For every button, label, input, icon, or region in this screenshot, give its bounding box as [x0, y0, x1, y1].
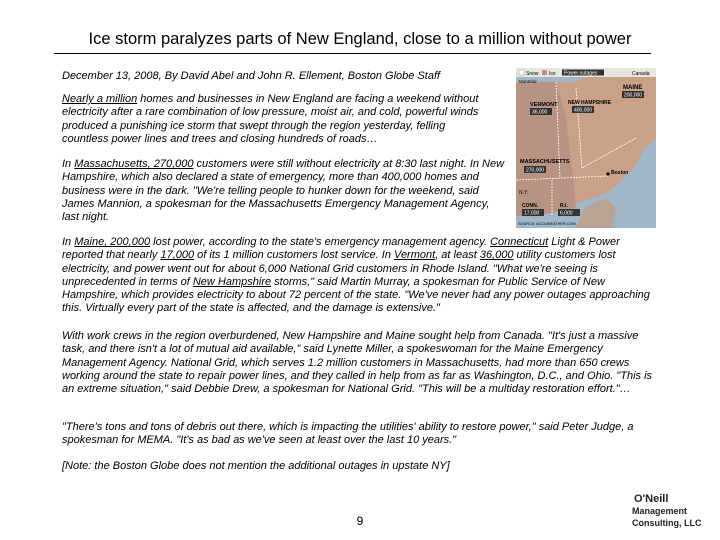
- paragraph-1-text: homes and businesses in New England are facing a weekend without electricity after a rare combination of low pressure, moist air, and cold, powerful winds produced a punishing ice storm that swept through the region yesterday, felling countless power lines and trees and closing hundreds of roads…: [62, 93, 479, 145]
- map-label-nh: NEW HAMPSHIRE: [568, 100, 612, 106]
- paragraph-3: [62, 236, 660, 316]
- map-count-ct: 17,000: [524, 210, 540, 217]
- logo-line-2: Management: [632, 506, 688, 516]
- byline: December 13, 2008, By David Abel and John R. Ellement, Boston Globe Staff: [62, 70, 441, 82]
- map-label-mass: MASSACHUSETTS: [520, 159, 570, 165]
- p2-text-b: customers were still without electricity at 8:30 last night. In New Hampshire, which also declared a state of emergency, more than 400,000 homes and business were in the dark. "We're telling people to hunker down for the weekend, said James Mannion, a spokesman for the Massachusetts Emergency Management Agency, last night.: [62, 158, 505, 224]
- map-source: SOURCE: ACCUWEATHER.COM: [518, 222, 576, 226]
- p3-text-g: storms," said Martin Murray, a spokesman for Public Service of New Hampshire, which provides electricity to about 72 percent of the state. "We've never had any power outages approaching this. Virtually every part of the state is affected, and the damage is extensive.": [62, 275, 650, 315]
- company-logo: [606, 493, 716, 529]
- map-count-mass: 270,000: [526, 167, 545, 174]
- p3-text-d: of its 1 million customers lost service. In: [194, 249, 395, 262]
- map-label-ct: CONN.: [522, 203, 539, 209]
- map-label-boston: Boston: [611, 170, 629, 176]
- map-label-ri: R.I.: [560, 203, 568, 209]
- p2-text-a: In: [62, 158, 75, 170]
- link-36000[interactable]: 36,000: [479, 249, 514, 262]
- logo-line-3: Consulting, LLC: [632, 518, 702, 528]
- legend-ice: Ice: [549, 71, 556, 77]
- page-number: 9: [356, 514, 364, 528]
- legend-power: Power outages: [564, 70, 598, 77]
- boston-dot: [606, 172, 609, 175]
- p3-text-c: Light & Power reported that nearly: [62, 236, 620, 262]
- paragraph-6: [Note: the Boston Globe does not mention the additional outages in upstate NY]: [62, 460, 450, 472]
- link-maine[interactable]: Maine, 200,000: [74, 236, 151, 248]
- link-vermont[interactable]: Vermont: [394, 249, 436, 262]
- p3-text-b: lost power, according to the state's emergency management agency.: [150, 236, 491, 248]
- map-label-ny: N.Y.: [519, 190, 529, 196]
- p3-text-f: utility customers lost electricity, and power went out for about 6,000 National Grid customers in Rhode Island. "What we're seeing is unprecedented in terms of: [62, 249, 616, 288]
- link-new-hampshire[interactable]: New Hampshire: [192, 275, 272, 288]
- map-label-vermont: VERMONT: [530, 102, 558, 108]
- link-nearly-a-million[interactable]: Nearly a million: [62, 93, 138, 105]
- map-count-vermont: 36,000: [532, 109, 548, 116]
- legend-snow-swatch: [519, 70, 524, 75]
- paragraph-2: [62, 158, 506, 224]
- power-outage-map: [516, 68, 656, 228]
- p3-text-a: In: [62, 236, 75, 248]
- link-massachusetts[interactable]: Massachusetts, 270,000: [74, 158, 194, 170]
- map-label-maine: MAINE: [623, 85, 643, 91]
- map-label-canada: Canada: [632, 71, 650, 77]
- paragraph-5: "There's tons and tons of debris out there, which is impacting the utilities' ability to restore power," said Peter Judge, a spokesman for MEMA. "It's as bad as we've seen at least over the last 10 years.": [62, 421, 634, 447]
- map-label-montreal: Montréal: [519, 79, 537, 84]
- legend-ice-swatch: [542, 70, 547, 75]
- p3-text-e: , at least: [435, 249, 480, 262]
- link-17000[interactable]: 17,000: [160, 249, 195, 262]
- title-divider: [54, 53, 651, 54]
- map-count-nh: 400,000: [574, 107, 593, 114]
- paragraph-1: [62, 93, 494, 146]
- logo-line-1: O'Neill: [634, 493, 669, 505]
- paragraph-4: With work crews in the region overburdened, New Hampshire and Maine sought help from Canada. "It's just a massive task, and there isn't a lot of mutual aid available," said Lynette Miller, a spokeswoman for the Maine Emergency Management Agency. National Grid, which serves 1.2 million customers in Massachusetts, had more than 650 crews working around the state to repair power lines, and they called in help from as far as Washington, D.C., and Ohio. "This is an extreme situation," said Debbie Drew, a spokesman for National Grid. "This will be a multiday restoration effort."…: [62, 330, 653, 396]
- legend-snow: Snow: [526, 71, 539, 77]
- link-connecticut[interactable]: Connecticut: [490, 236, 549, 248]
- map-count-ri: 6,000: [560, 210, 573, 217]
- page-title: Ice storm paralyzes parts of New England, close to a million without power: [88, 30, 632, 48]
- map-count-maine: 200,000: [624, 92, 643, 99]
